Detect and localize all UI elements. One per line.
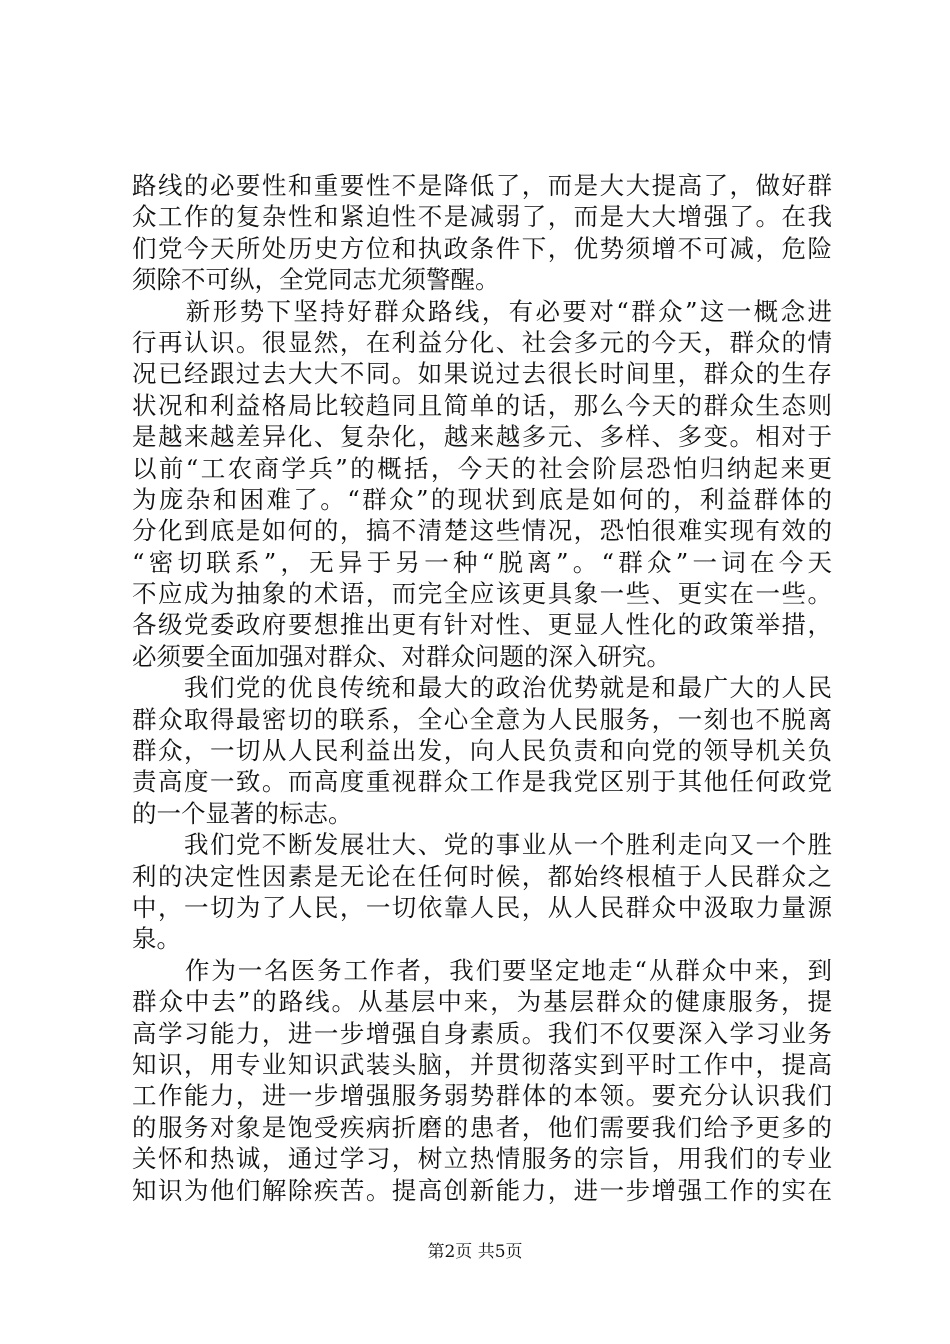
text-line: 的服务对象是饱受疾病折磨的患者，他们需要我们给予更多的: [132, 1112, 832, 1142]
paragraph: [132, 672, 832, 829]
document-body: [132, 170, 832, 1206]
text-line: 知识，用专业知识武装头脑，并贯彻落实到平时工作中，提高: [132, 1049, 832, 1079]
paragraph: [132, 170, 832, 296]
text-line: “密切联系”，无异于另一种“脱离”。“群众”一词在今天: [132, 547, 832, 577]
text-line: 分化到底是如何的，搞不清楚这些情况，恐怕很难实现有效的: [132, 516, 832, 546]
text-line: 路线的必要性和重要性不是降低了，而是大大提高了，做好群: [132, 171, 832, 200]
text-line: 行再认识。很显然，在利益分化、社会多元的今天，群众的情: [132, 327, 832, 357]
text-line: 群众取得最密切的联系，全心全意为人民服务，一刻也不脱离: [132, 704, 832, 734]
text-line: 利的决定性因素是无论在任何时候，都始终根植于人民群众之: [132, 861, 832, 891]
text-line: 众工作的复杂性和紧迫性不是减弱了，而是大大增强了。在我: [132, 202, 832, 232]
page-footer: 第2页 共5页: [427, 1242, 523, 1262]
text-line: 关怀和热诚，通过学习，树立热情服务的宗旨，用我们的专业: [132, 1144, 832, 1174]
text-line: 知识为他们解除疾苦。提高创新能力，进一步增强工作的实在: [132, 1175, 832, 1205]
text-line: 以前“工农商学兵”的概括，今天的社会阶层恐怕归纳起来更: [132, 453, 832, 483]
text-line: 高学习能力，进一步增强自身素质。我们不仅要深入学习业务: [132, 1018, 832, 1048]
text-line: 不应成为抽象的术语，而完全应该更具象一些、更实在一些。: [132, 579, 832, 609]
text-line: 各级党委政府要想推出更有针对性、更显人性化的政策举措，: [132, 610, 832, 640]
text-line: 群众中去”的路线。从基层中来，为基层群众的健康服务，提: [132, 987, 832, 1017]
paragraph: [132, 296, 832, 673]
text-line: 必须要全面加强对群众、对群众问题的深入研究。: [132, 641, 671, 671]
text-line: 况已经跟过去大大不同。如果说过去很长时间里，群众的生存: [132, 359, 832, 389]
text-line: 须除不可纵，全党同志尤须警醒。: [132, 265, 500, 295]
text-line: 是越来越差异化、复杂化，越来越多元、多样、多变。相对于: [132, 422, 832, 452]
text-line: 的一个显著的标志。: [132, 798, 353, 828]
text-line: 泉。: [132, 924, 181, 954]
paragraph: [132, 829, 832, 955]
paragraph: [132, 955, 832, 1206]
text-line: 责高度一致。而高度重视群众工作是我党区别于其他任何政党: [132, 767, 832, 797]
text-line: 我们党不断发展壮大、党的事业从一个胜利走向又一个胜: [132, 830, 832, 860]
text-line: 们党今天所处历史方位和执政条件下，优势须增不可减，危险: [132, 233, 832, 263]
text-line: 作为一名医务工作者，我们要坚定地走“从群众中来，到: [132, 955, 832, 985]
text-line: 新形势下坚持好群众路线，有必要对“群众”这一概念进: [132, 296, 832, 326]
text-line: 中，一切为了人民，一切依靠人民，从人民群众中汲取力量源: [132, 892, 832, 922]
text-line: 为庞杂和困难了。“群众”的现状到底是如何的，利益群体的: [132, 484, 832, 514]
text-line: 状况和利益格局比较趋同且简单的话，那么今天的群众生态则: [132, 390, 832, 420]
text-line: 群众，一切从人民利益出发，向人民负责和向党的领导机关负: [132, 736, 832, 766]
text-line: 工作能力，进一步增强服务弱势群体的本领。要充分认识我们: [132, 1081, 832, 1111]
text-line: 我们党的优良传统和最大的政治优势就是和最广大的人民: [132, 673, 832, 703]
